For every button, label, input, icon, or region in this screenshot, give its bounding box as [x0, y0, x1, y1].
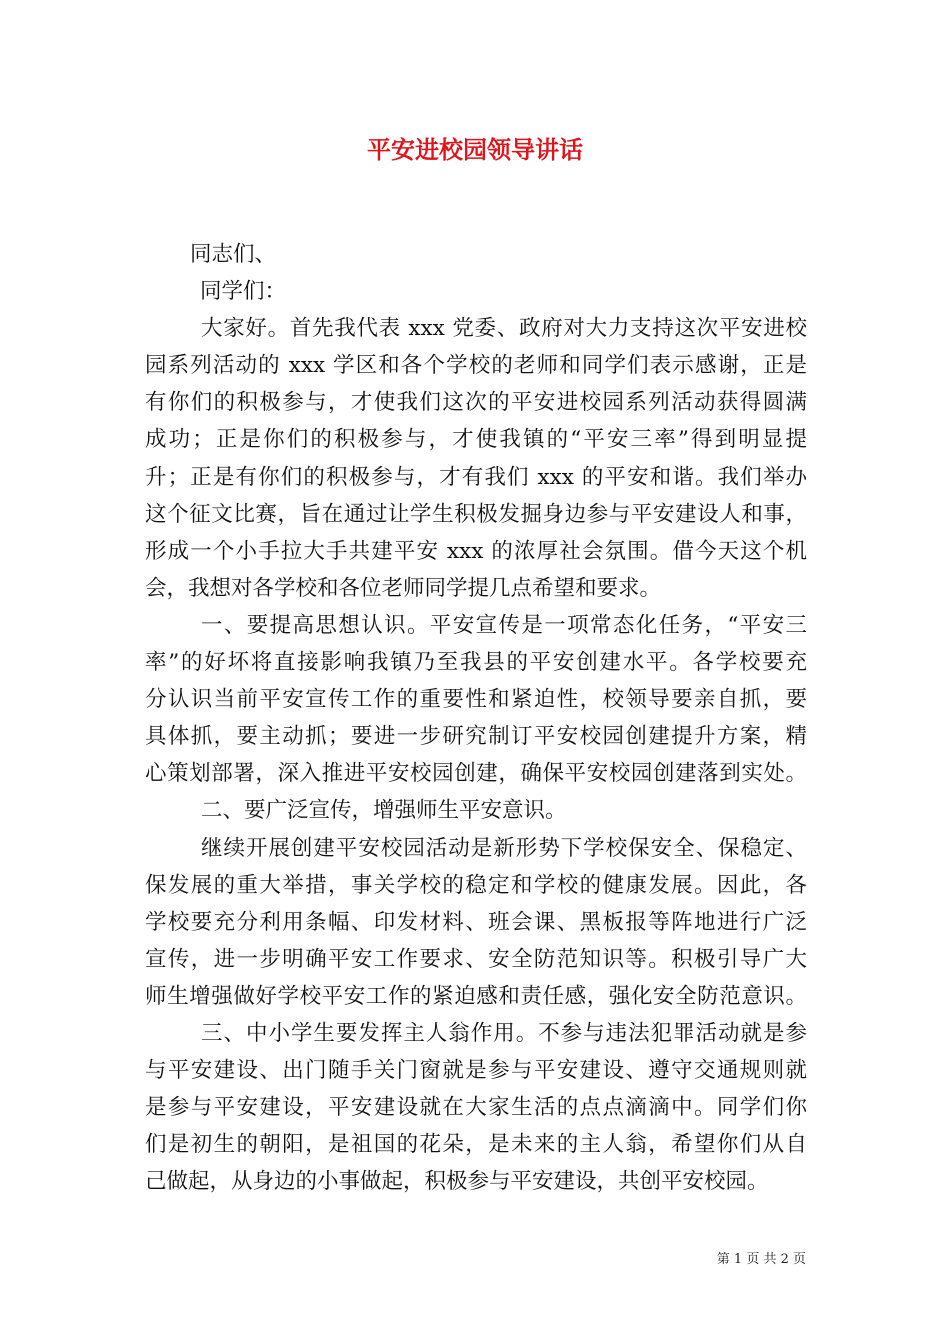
- paragraph-line: 园系列活动的 xxx 学区和各个学校的老师和同学们表示感谢，正是: [145, 353, 807, 379]
- paragraph-line: 分认识当前平安宣传工作的重要性和紧迫性，校领导要亲自抓，要: [145, 687, 807, 713]
- greeting-line: 同学们：: [200, 279, 287, 305]
- page-number: 第 1 页 共 2 页: [716, 1252, 806, 1267]
- paragraph-line: 有你们的积极参与，才使我们这次的平安进校园系列活动获得圆满: [145, 390, 807, 416]
- paragraph-line: 保发展的重大举措，事关学校的稳定和学校的健康发展。因此，各: [145, 872, 807, 898]
- paragraph-line: 与平安建设、出门随手关门窗就是参与平安建设、遵守交通规则就: [145, 1058, 807, 1084]
- paragraph-line: 心策划部署，深入推进平安校园创建，确保平安校园创建落到实处。: [145, 761, 807, 787]
- document-body: [145, 236, 807, 1200]
- paragraph-line: 是参与平安建设，平安建设就在大家生活的点点滴滴中。同学们你: [145, 1095, 807, 1121]
- paragraph-line: 宣传，进一步明确平安工作要求、安全防范知识等。积极引导广大: [145, 946, 807, 972]
- paragraph-line: 己做起，从身边的小事做起，积极参与平安建设，共创平安校园。: [145, 1169, 769, 1195]
- greeting-line: 同志们、: [190, 242, 277, 267]
- paragraph-line: 学校要充分利用条幅、印发材料、班会课、黑板报等阵地进行广泛: [145, 909, 807, 935]
- paragraph-line: 二、要广泛宣传，增强师生平安意识。: [201, 798, 567, 824]
- paragraph-line: 升；正是有你们的积极参与，才有我们 xxx 的平安和谐。我们举办: [145, 464, 807, 490]
- paragraph-line: 三、中小学生要发挥主人翁作用。不参与违法犯罪活动就是参: [201, 1020, 807, 1046]
- paragraph-line: 这个征文比赛，旨在通过让学生积极发掘身边参与平安建设人和事，: [145, 501, 807, 527]
- paragraph-line: 大家好。首先我代表 xxx 党委、政府对大力支持这次平安进校: [201, 316, 807, 342]
- paragraph-line: 具体抓，要主动抓；要进一步研究制订平安校园创建提升方案，精: [145, 724, 807, 750]
- paragraph-line: 师生增强做好学校平安工作的紧迫感和责任感，强化安全防范意识。: [145, 983, 807, 1009]
- paragraph-line: 会，我想对各学校和各位老师同学提几点希望和要求。: [145, 575, 662, 601]
- paragraph-line: 继续开展创建平安校园活动是新形势下学校保安全、保稳定、: [201, 835, 807, 861]
- paragraph-line: 一、要提高思想认识。平安宣传是一项常态化任务，“平安三: [201, 612, 807, 638]
- paragraph-line: 率”的好坏将直接影响我镇乃至我县的平安创建水平。各学校要充: [145, 650, 807, 676]
- paragraph-line: 形成一个小手拉大手共建平安 xxx 的浓厚社会氛围。借今天这个机: [145, 538, 807, 564]
- document-title: 平安进校园领导讲话: [367, 135, 583, 164]
- paragraph-line: 成功；正是你们的积极参与，才使我镇的“平安三率”得到明显提: [145, 427, 807, 453]
- paragraph-line: 们是初生的朝阳，是祖国的花朵，是未来的主人翁，希望你们从自: [145, 1132, 807, 1158]
